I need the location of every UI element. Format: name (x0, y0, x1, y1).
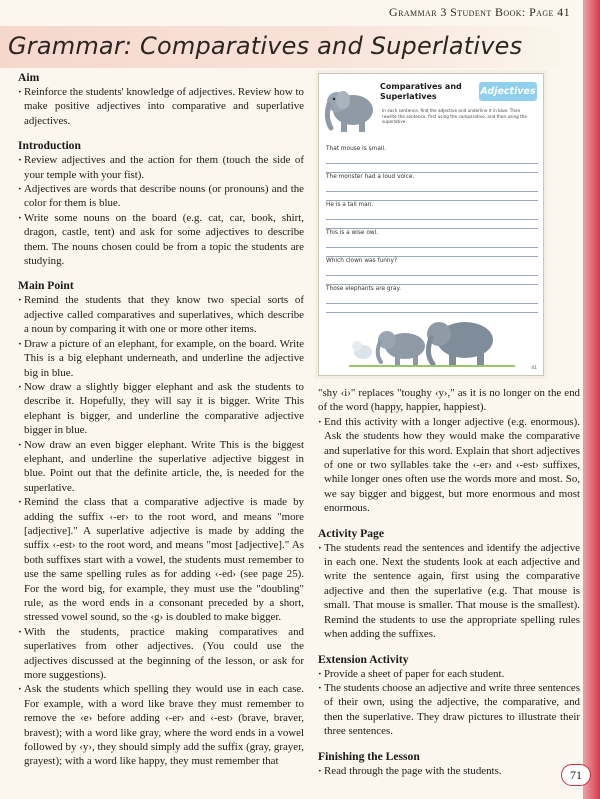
elephant-icon (323, 80, 379, 138)
introduction-item: · Write some nouns on the board (e.g. cat, car, book, shirt, dragon, castle, tent) and ask for some adjectives to describe them. The nouns chosen could be from a topic the students are studying. (18, 211, 304, 269)
main-point-item: · Draw a picture of an elephant, for example, on the board. Write This is a big elephant underneath, and underline the adjective big in blue. (18, 337, 304, 380)
main-point-item: · Remind the class that a comparative adjective is made by adding the suffix ‹-er› to the root word, and means "more [adjective]." A superlative adjective is made by adding the suffix ‹-est› to the root word, and means "most [adjective]." As both suffixes start with a vowel, the students must remember to use the same spelling rules as for adding ‹-ed› (see page 25). For the word big, for example, they must use the "doubling" rule, as the word ends in a consonant preceded by a short, stressed vowel sound, so the ‹g› is doubled to make bigger. (18, 495, 304, 625)
page-title: Grammar: Comparatives and Superlatives (8, 32, 523, 60)
main-point-heading: Main Point (18, 279, 74, 293)
extension-activity-item: · The students choose an adjective and write three sentences of their own, using the adjective, the comparative, and then the superlative. They draw pictures to illustrate their three sentences. (318, 681, 580, 739)
main-point-item: · Remind the students that they know two special sorts of adjective called comparatives and superlatives, which describe a noun by comparing it with one or more other items. (18, 293, 304, 336)
extension-activity-heading: Extension Activity (318, 652, 409, 666)
main-point-item: · Now draw an even bigger elephant. Write This is the biggest elephant, and underline the superlative adjective biggest in blue. Point out that the definite article, the, is needed for the superlative. (18, 438, 304, 496)
continuation-text: "shy ‹i›" replaces "toughy ‹y›," as it is no longer on the end of the word (happy, happier, happiest). (318, 387, 580, 414)
main-point-item: · End this activity with a longer adjective (e.g. enormous). Ask the students how they would make the comparative and superlative for this word. Explain that short adjectives of one or two syllables take the ‹-er› and ‹-est› suffixes, while longer ones often use the words more and most. So, we say bigger and biggest, but more enormous and most enormous. (318, 415, 580, 516)
page-number: 71 (561, 764, 591, 786)
workbook-title: Comparatives and Superlatives (380, 82, 462, 101)
workbook-sentence: The monster had a loud voice. (326, 174, 538, 201)
workbook-instructions: In each sentence, find the adjective and underline it in blue. Then rewrite the sentence, first using the comparative, and then using the superlative. (382, 108, 528, 125)
workbook-page-number: 41 (531, 366, 537, 371)
introduction-item: · Review adjectives and the action for them (touch the side of your temple with your fist). (18, 153, 304, 182)
workbook-sentence: He is a tall man. (326, 202, 538, 229)
workbook-sentence: This is a wise owl. (326, 230, 538, 257)
extension-activity-item: · Provide a sheet of paper for each student. (318, 667, 580, 681)
main-point-item: · Ask the students which spelling they would use in each case. For example, with a word like brave they must remember to remove the ‹e› before adding ‹-er› and ‹-est› (brave, braver, bravest); with a word like gray, where the word ends in a vowel followed by ‹y›, they should simply add the suffix (gray, grayer, grayest); with a word like happy, they must remember that (18, 682, 304, 768)
main-point-item: · Now draw a slightly bigger elephant and ask the students to describe it. Hopefully, they will say it is bigger. Write This elephant is bigger, and underline the comparative adjective bigger in blue. (18, 380, 304, 438)
activity-page-item: · The students read the sentences and identify the adjective in each one. Next the students look at each adjective and write the sentence again, first using the comparative adjective and then the superlative (e.g. That mouse is small. That mouse is smaller. That mouse is the smallest). Remind the students to use the appropriate spelling rules when adding the suffixes. (318, 541, 580, 642)
introduction-item: · Adjectives are words that describe nouns (or pronouns) and the color for them is blue. (18, 182, 304, 211)
aim-heading: Aim (18, 71, 40, 84)
workbook-sentence: Those elephants are gray. (326, 286, 538, 313)
workbook-badge: Adjectives (479, 82, 537, 101)
page-edge-band (584, 0, 600, 799)
finishing-heading: Finishing the Lesson (318, 749, 420, 763)
right-column (318, 386, 580, 778)
main-point-item: · With the students, practice making comparatives and superlatives from other adjectives. (You could use the adjectives discussed at the beginning of the lesson, or ask for more suggestions). (18, 625, 304, 683)
aim-item: · Reinforce the students' knowledge of adjectives. Review how to make positive adjectives into comparative and superlative adjectives. (18, 85, 304, 128)
introduction-heading: Introduction (18, 139, 81, 153)
workbook-sentence: That mouse is small. (326, 146, 538, 173)
workbook-sentence: Which clown was funny? (326, 258, 538, 285)
activity-page-thumbnail (318, 73, 544, 376)
left-column (18, 70, 304, 769)
running-head: Grammar 3 Student Book: Page 41 (389, 5, 570, 19)
title-band (0, 26, 582, 68)
elephants-illustration-icon (347, 312, 517, 368)
finishing-item: · Read through the page with the students. (318, 764, 580, 778)
activity-page-heading: Activity Page (318, 526, 384, 540)
